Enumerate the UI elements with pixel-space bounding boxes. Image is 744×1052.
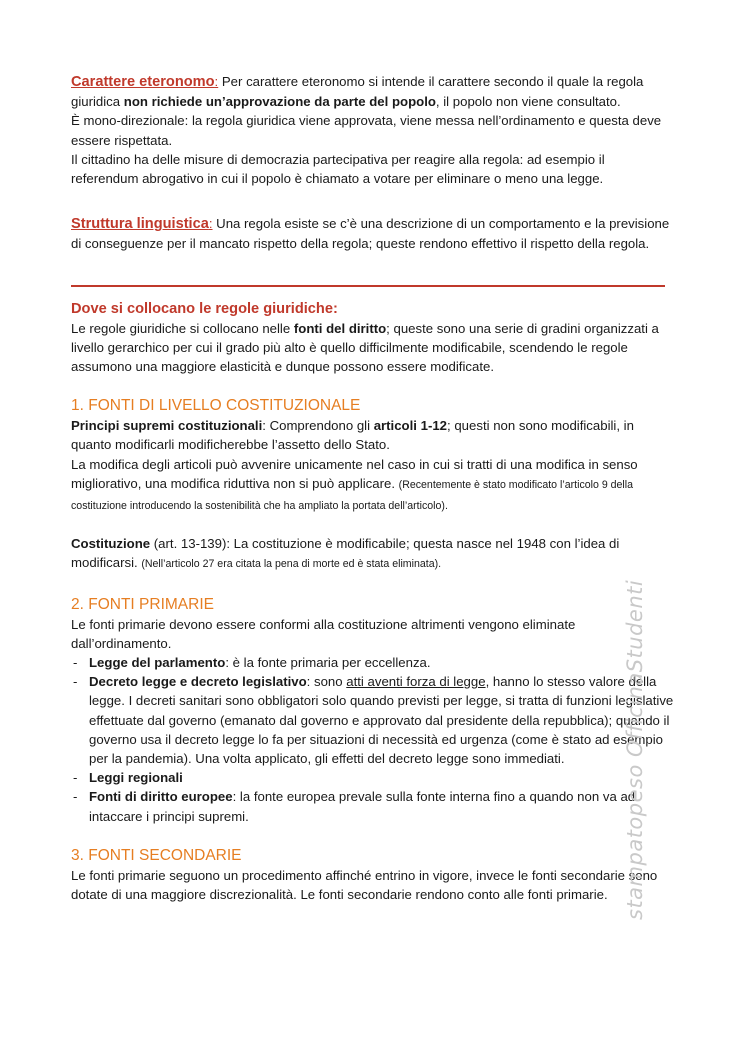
text: Per carattere eteronomo si intende il carattere secondo il quale la regola giuridica [71, 74, 644, 110]
heading-struttura-linguistica: Struttura linguistica [71, 216, 209, 233]
paragraph-fonti-secondarie: Le fonti primarie seguono un procedimento affinché entrino in vigore, invece le fonti secondarie sono dotate di una maggiore discrezionalità. Le fonti secondarie rendono conto alle fonti primarie. [71, 867, 658, 903]
bold-text: Principi supremi costituzionali [71, 418, 263, 434]
list-item [71, 787, 675, 825]
heading-colon: : [214, 74, 219, 89]
list-item [71, 653, 675, 672]
text: : è la fonte primaria per eccellenza. [225, 655, 431, 671]
text: ; queste sono una serie di gradini organizzati a livello gerarchico per cui il grado più alto è quello difficilmente modificabile, scendendo le regole assumono una maggiore elasticità e dunque possono essere modificate. [71, 320, 659, 375]
paragraph-struttura-linguistica [71, 214, 675, 253]
bold-text: Fonti di diritto europee [89, 789, 233, 805]
bold-text: Leggi regionali [89, 770, 183, 786]
heading-fonti-primarie: 2. FONTI PRIMARIE [71, 595, 214, 613]
paragraph-mono-direzionale: È mono-direzionale: la regola giuridica viene approvata, viene messa nell’ordinamento e questa deve essere rispettata. [71, 113, 662, 148]
bold-text: Decreto legge e decreto legislativo [89, 674, 307, 690]
paragraph-fonti-primarie-intro: Le fonti primarie devono essere conformi alla costituzione altrimenti vengono eliminate dall’ordinamento. [71, 616, 576, 651]
paragraph-costituzione [71, 534, 675, 574]
text: La modifica degli articoli può avvenire unicamente nel caso in cui si tratti di una modifica in senso migliorativo, una modifica riduttiva non si può applicare. [71, 456, 638, 491]
heading-colon: : [208, 216, 213, 232]
list-item [71, 672, 675, 768]
document-page [71, 72, 675, 904]
text: , hanno lo stesso valore della legge. I decreti sanitari sono obbligatori solo quando previsti per legge, si tratta di funzioni legislative effettuate dal governo (emanato dal governo e approvato dal presidente della repubblica); quando il governo usa il decreto legge lo fa per situazioni di necessità ed urgenza (come è stato ad esempio per la pandemia). Una volta applicato, gli effetti del decreto legge sono immediati. [89, 674, 674, 767]
paragraph-fonti-del-diritto [71, 319, 675, 377]
bold-text: articoli 1-12 [373, 418, 448, 434]
paragraph-democrazia-partecipativa: Il cittadino ha delle misure di democrazia partecipativa per reagire alla regola: ad esempio il referendum abrogativo in cui il popolo è chiamato a votare per eliminare o meno una legge. [71, 151, 605, 187]
section-title-regole: Dove si collocano le regole giuridiche: [71, 300, 338, 317]
paragraph-principi-supremi [71, 416, 675, 454]
text: Le regole giuridiche si collocano nelle [71, 320, 294, 336]
bold-text: fonti del diritto [293, 320, 387, 336]
heading-fonti-secondarie: 3. FONTI SECONDARIE [71, 846, 242, 864]
small-note: (Nell’articolo 27 era citata la pena di morte ed è stata eliminata). [141, 558, 442, 571]
bold-text: non richiede un’approvazione da parte del popolo [123, 94, 436, 110]
list-item [71, 768, 675, 787]
text: ; questi non sono modificabili, in quanto modificarli modificherebbe l’assetto dello Stato. [71, 418, 634, 453]
text: : la fonte europea prevale sulla fonte interna fino a quando non va ad intaccare i principi supremi. [89, 789, 636, 824]
text: (art. 13-139): La costituzione è modificabile; questa nasce nel 1948 con l’idea di modificarsi. [71, 536, 620, 571]
paragraph-modifica-articoli [71, 455, 675, 517]
bold-text: Legge del parlamento [89, 655, 226, 671]
text: : Comprendono gli [262, 418, 374, 434]
bold-text: Costituzione [71, 536, 151, 552]
paragraph-carattere-eteronomo [71, 72, 675, 111]
underlined-text: atti aventi forza di legge [346, 674, 486, 690]
heading-fonti-costituzionali: 1. FONTI DI LIVELLO COSTITUZIONALE [71, 397, 361, 415]
watermark: stampatopeso OfficinaStudenti [623, 579, 647, 920]
small-note: (Recentemente è stato modificato l’articolo 9 della costituzione introducendo la sostenibilità che ha ampliato la portata dell’articolo). [71, 478, 634, 513]
text: , il popolo non viene consultato. [435, 94, 621, 110]
text: : sono [306, 674, 347, 690]
heading-carattere-eteronomo: Carattere eteronomo [71, 74, 215, 90]
text: Una regola esiste se c’è una descrizione di un comportamento e la previsione di conseguenze per il mancato rispetto della regola; queste rendono effettivo il rispetto della regola. [71, 216, 670, 252]
fonti-primarie-list [71, 653, 675, 826]
